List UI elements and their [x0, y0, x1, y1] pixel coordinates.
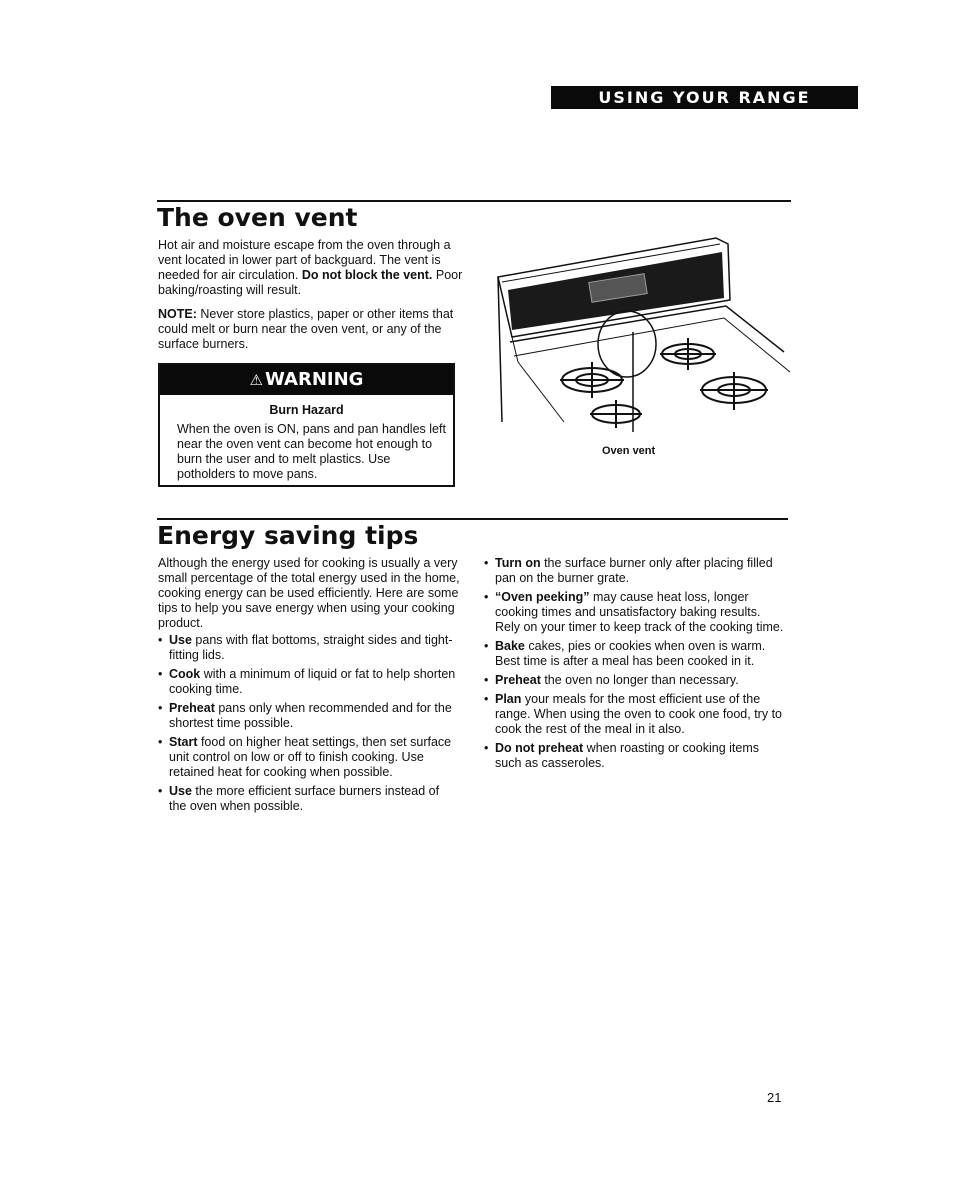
oven-vent-intro-emphasis: Do not block the vent.	[301, 268, 433, 282]
tip-text: cakes, pies or cookies when oven is warm. Best time is after a meal has been cooked in it.	[495, 639, 766, 668]
tip-lead: Do not preheat	[495, 741, 584, 755]
tip-item	[158, 735, 458, 780]
range-illustration	[494, 232, 794, 432]
energy-tips-right	[484, 556, 786, 775]
oven-vent-note	[158, 307, 463, 352]
oven-vent-intro-tail: Poor baking/roasting will result.	[158, 268, 463, 297]
tip-text: may cause heat loss, longer cooking times and unsatisfactory baking results. Rely on your timer to keep track of the cooking time.	[495, 590, 784, 634]
tip-item	[158, 633, 458, 663]
tip-item	[484, 673, 786, 688]
tip-text: the oven no longer than necessary.	[540, 673, 739, 687]
warning-box	[158, 363, 455, 487]
tip-lead: Use	[169, 784, 192, 798]
note-text: Never store plastics, paper or other items that could melt or burn near the oven vent, or any of the surface burners.	[158, 307, 454, 351]
oven-vent-intro	[158, 238, 463, 298]
tip-item	[484, 741, 786, 771]
tip-item	[484, 556, 786, 586]
page-number: 21	[767, 1090, 782, 1105]
warning-text: When the oven is ON, pans and pan handles left near the oven vent can become hot enough to burn the user and to melt plastics. Use potholders to move pans.	[177, 422, 446, 481]
illustration-caption: Oven vent	[602, 445, 656, 457]
tip-item	[484, 639, 786, 669]
tip-item	[484, 590, 786, 635]
tip-text: with a minimum of liquid or fat to help shorten cooking time.	[169, 667, 456, 696]
tip-lead: Start	[169, 735, 198, 749]
tip-item	[158, 701, 458, 731]
tip-item	[484, 692, 786, 737]
tip-lead: Plan	[495, 692, 522, 706]
warning-triangle-icon: ⚠	[249, 371, 263, 389]
tip-lead: Cook	[169, 667, 201, 681]
tip-lead: Bake	[495, 639, 525, 653]
tip-lead: Preheat	[169, 701, 215, 715]
tip-text: pans with flat bottoms, straight sides and tight-fitting lids.	[169, 633, 453, 662]
section-rule-energy	[157, 518, 788, 520]
warning-header	[160, 365, 453, 395]
tip-lead: Turn on	[495, 556, 541, 570]
tip-text: the more efficient surface burners instead of the oven when possible.	[169, 784, 440, 813]
warning-subtitle: Burn Hazard	[269, 403, 344, 417]
section-banner: USING YOUR RANGE	[551, 86, 858, 109]
tip-lead: “Oven peeking”	[495, 590, 590, 604]
energy-tips-left	[158, 633, 458, 818]
energy-title: Energy saving tips	[157, 521, 419, 550]
tip-text: food on higher heat settings, then set surface unit control on low or off to finish cooking. Use retained heat for cooking when possible.	[169, 735, 452, 779]
warning-label: WARNING	[265, 369, 364, 390]
oven-vent-title: The oven vent	[157, 203, 358, 232]
tip-text: when roasting or cooking items such as casseroles.	[495, 741, 759, 770]
tip-item	[158, 667, 458, 697]
oven-vent-intro-text: Hot air and moisture escape from the oven through a vent located in lower part of backguard. The vent is needed for air circulation.	[158, 238, 451, 282]
tip-lead: Preheat	[495, 673, 541, 687]
tip-item	[158, 784, 458, 814]
section-rule-top	[157, 200, 791, 202]
energy-intro: Although the energy used for cooking is usually a very small percentage of the total energy used in the home, cooking energy can be used efficiently. Here are some tips to help you save energy when using your cooking product.	[158, 556, 460, 630]
note-label: NOTE:	[158, 307, 197, 321]
tip-text: the surface burner only after placing filled pan on the burner grate.	[495, 556, 773, 585]
tip-text: pans only when recommended and for the shortest time possible.	[169, 701, 452, 730]
tip-text: your meals for the most efficient use of the range. When using the oven to cook one food, try to cook the rest of the meal in it also.	[495, 692, 782, 736]
tip-lead: Use	[169, 633, 192, 647]
